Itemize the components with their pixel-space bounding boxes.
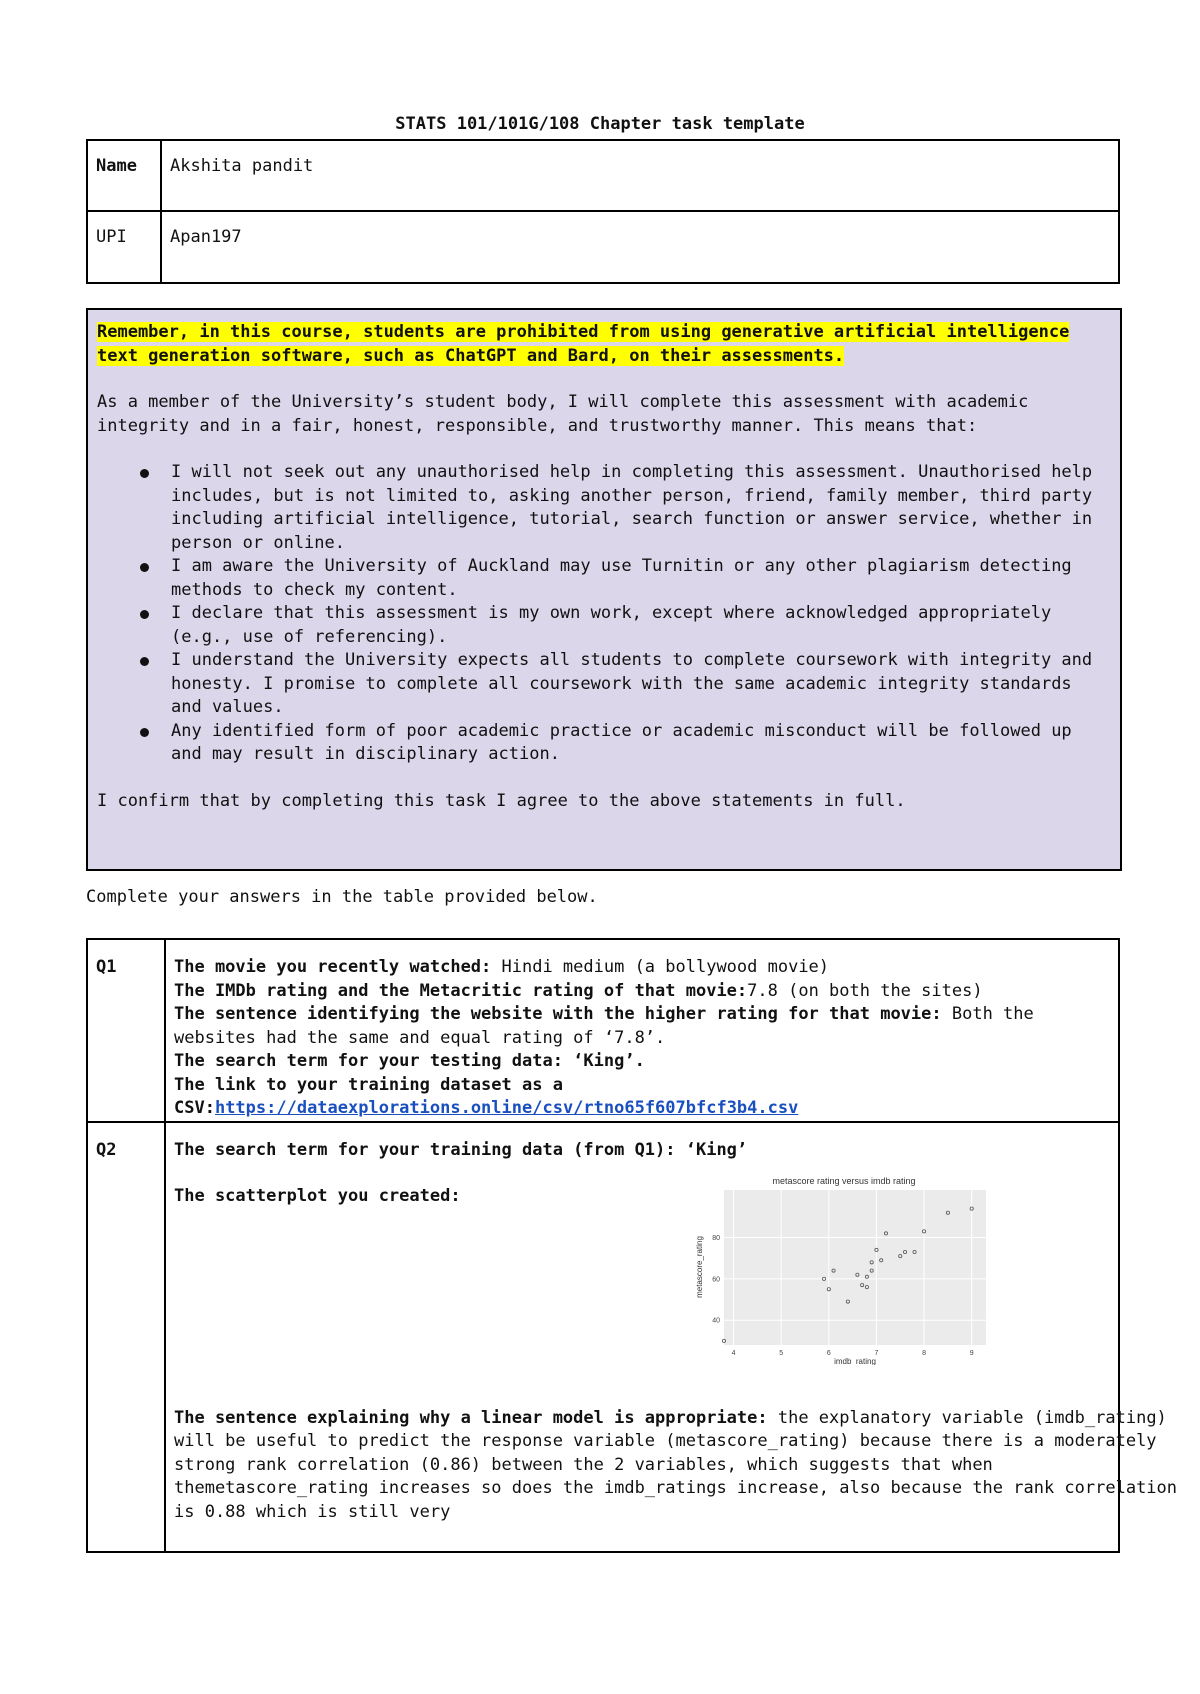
q2-explanation	[174, 1407, 1179, 1525]
y-tick-label: 40	[712, 1317, 720, 1325]
chart-title: metascore rating versus imdb rating	[772, 1175, 916, 1186]
upi-value: Apan197	[161, 211, 1119, 283]
q2-search-label: The search term for your training data (from Q1): ‘King’	[174, 1139, 748, 1160]
q1-search-label: The search term for your testing data: ‘King’.	[174, 1051, 645, 1071]
y-axis-label: metascore_rating	[695, 1235, 704, 1298]
integrity-confirm: I confirm that by completing this task I agree to the above statements in full.	[97, 790, 906, 811]
y-tick-label: 60	[712, 1275, 720, 1283]
y-tick-label: 80	[712, 1234, 720, 1242]
bullet-item: Any identified form of poor academic practice or academic misconduct will be followed up and may result in disciplinary action.	[171, 720, 1111, 767]
x-tick-label: 4	[731, 1349, 736, 1357]
x-tick-label: 5	[779, 1349, 784, 1357]
q1-higher-label: The sentence identifying the website with the higher rating for that movie:	[174, 1004, 942, 1024]
x-tick-label: 9	[969, 1349, 974, 1357]
name-value: Akshita pandit	[161, 140, 1119, 211]
q1-link-label: The link to your training dataset as a CSV:	[174, 1074, 563, 1118]
student-info-table	[86, 139, 1120, 284]
ai-warning: Remember, in this course, students are prohibited from using generative artificial intelligence text generation software, such as ChatGPT and Bard, on their assessments.	[97, 322, 1070, 366]
document-title: STATS 101/101G/108 Chapter task template	[395, 114, 805, 134]
q2-answer	[165, 1122, 1178, 1552]
training-dataset-link[interactable]: https://dataexplorations.online/csv/rtno65f607bfcf3b4.csv	[214, 1098, 799, 1118]
name-label: Name	[87, 140, 161, 211]
q1-label: Q1	[87, 939, 165, 1122]
q1-rating-label: The IMDb rating and the Metacritic rating of that movie:	[174, 980, 748, 1001]
q2-explain-value: the explanatory variable (imdb_rating) will be useful to predict the response variable (metascore_rating) because there is a moderately strong rank correlation (0.86) between the 2 variables, which suggests that when themetascore_rating increases so does the imdb_ratings increase, also because the rank correlation is 0.88 which is still very	[174, 1407, 1178, 1522]
q1-higher-value: Both the websites had the same and equal rating of ‘7.8’.	[174, 1004, 1034, 1048]
q2-scatter-label: The scatterplot you created:	[174, 1186, 461, 1206]
scatterplot	[694, 1175, 996, 1365]
bullet-item: I understand the University expects all students to complete coursework with integrity and honesty. I promise to complete all coursework with the same academic integrity standards and values.	[171, 649, 1111, 720]
x-axis-label: imdb_rating	[834, 1356, 876, 1365]
bullet-item: I am aware the University of Auckland may use Turnitin or any other plagiarism detecting methods to check my content.	[171, 555, 1111, 602]
academic-integrity-box	[86, 308, 1122, 871]
bullet-item: I declare that this assessment is my own work, except where acknowledged appropriately (e.g., use of referencing).	[171, 602, 1111, 649]
bullet-item: I will not seek out any unauthorised help in completing this assessment. Unauthorised help includes, but is not limited to, asking another person, friend, family member, third party including artificial intelligence, tutorial, search function or answer service, whether in person or online.	[171, 461, 1111, 555]
integrity-bullets	[97, 461, 1111, 767]
upi-label: UPI	[87, 211, 161, 283]
instructions: Complete your answers in the table provided below.	[86, 887, 598, 907]
q1-rating-value: 7.8 (on both the sites)	[747, 980, 983, 1001]
x-tick-label: 8	[922, 1349, 927, 1357]
q1-answer	[165, 939, 1119, 1122]
q2-label: Q2	[87, 1122, 165, 1552]
integrity-intro: As a member of the University’s student body, I will complete this assessment with academic integrity and in a fair, honest, responsible, and trustworthy manner. This means that:	[97, 392, 1029, 436]
answers-table	[86, 938, 1178, 1553]
q1-movie-value: Hindi medium (a bollywood movie)	[491, 957, 830, 977]
q2-explain-label: The sentence explaining why a linear model is appropriate:	[174, 1407, 768, 1428]
q1-movie-label: The movie you recently watched:	[174, 957, 492, 977]
x-tick-label: 7	[874, 1349, 879, 1357]
x-tick-label: 6	[826, 1349, 831, 1357]
